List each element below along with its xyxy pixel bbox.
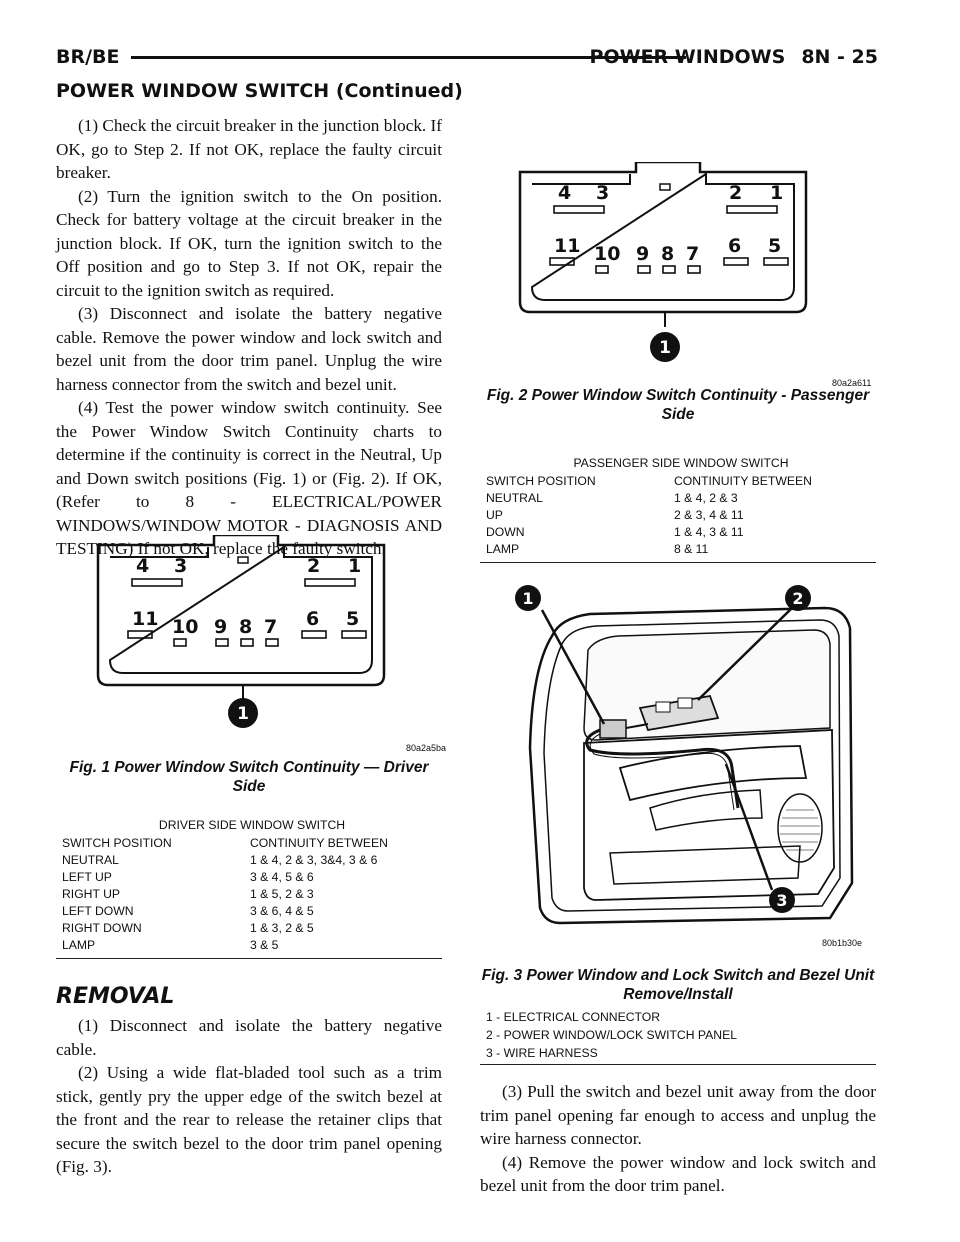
fig1-id: 80a2a5ba (406, 743, 447, 753)
removal-step-2: (2) Using a wide flat-bladed tool such as a trim stick, gently pry the upper edge of the switch bezel at the front and the rear to release the retainer clips that secure the switch bezel to the door trim panel opening (Fig. 3). (56, 1063, 442, 1176)
fig1-pin-label-8: 8 (239, 616, 253, 638)
fig2-pin-label-7: 7 (686, 243, 700, 265)
header-page-number: 8N - 25 (801, 46, 878, 68)
table-row: DOWN 1 & 4, 3 & 11 (486, 525, 744, 539)
fig1-pin-label-4: 4 (136, 555, 150, 577)
table-row: UP 2 & 3, 4 & 11 (486, 508, 744, 522)
header-title: POWER WINDOWS (589, 46, 786, 68)
fig3-callout-1: 1 (522, 589, 534, 608)
fig3-legend-item-1: 1 - ELECTRICAL CONNECTOR (486, 1010, 661, 1024)
table-row: NEUTRAL 1 & 4, 2 & 3, 3&4, 3 & 6 (62, 853, 378, 867)
fig2-pin-label-1: 1 (770, 182, 784, 204)
fig1-pin-label-11: 11 (132, 608, 159, 630)
fig1-caption: Fig. 1 Power Window Switch Continuity — Driver Side (69, 759, 429, 795)
fig1-pin-label-7: 7 (264, 616, 278, 638)
fig1-pin-label-5: 5 (346, 608, 360, 630)
fig2-id: 80a2a611 (832, 378, 872, 388)
header-right (574, 46, 878, 68)
fig1-pin-label-10: 10 (172, 616, 199, 638)
removal-steps-right (480, 1080, 876, 1198)
fig1-callout-1: 1 (237, 704, 249, 724)
fig3-door-illustration (500, 578, 870, 948)
table-row: LEFT DOWN 3 & 6, 4 & 5 (62, 904, 314, 918)
fig2-caption: Fig. 2 Power Window Switch Continuity - Passenger Side (486, 387, 870, 423)
diagnosis-step-3: (3) Disconnect and isolate the battery negative cable. Remove the power window and lock switch and bezel unit from the door trim panel. Unplug the wire harness connector from the switch and bezel unit. (56, 304, 442, 394)
removal-step-4: (4) Remove the power window and lock switch and bezel unit from the door trim panel. (480, 1152, 876, 1195)
fig2-pin-label-9: 9 (636, 243, 650, 265)
table-row: LAMP 8 & 11 (486, 542, 709, 556)
section-title: POWER WINDOW SWITCH (Continued) (56, 80, 463, 102)
passenger-switch-table (486, 456, 876, 558)
page-header (56, 40, 878, 76)
fig1-connector-svg (92, 535, 392, 735)
fig2-pin-label-2: 2 (729, 182, 743, 204)
fig3-legend-item-2: 2 - POWER WINDOW/LOCK SWITCH PANEL (486, 1028, 737, 1042)
fig1-pin-label-9: 9 (214, 616, 228, 638)
table-row: LAMP 3 & 5 (62, 938, 279, 952)
fig2-pin-label-8: 8 (661, 243, 675, 265)
table-row: NEUTRAL 1 & 4, 2 & 3 (486, 491, 738, 505)
fig1-pin-label-2: 2 (307, 555, 321, 577)
diagnosis-step-4: (4) Test the power window switch continuity. See the Power Window Switch Continuity charts to determine if the continuity is correct in the Neutral, Up and Down switch positions (Fig. 1) or (Fig. 2). If OK, (Refer to 8 - ELECTRICAL/POWER WINDOWS/WINDOW MOTOR - DIAGNOSIS AND TESTING) If not OK, replace the faulty switch. (56, 398, 442, 558)
passenger-table-header: SWITCH POSITION CONTINUITY BETWEEN (486, 474, 812, 488)
fig1-bottom-rule (56, 958, 442, 959)
fig3-legend (486, 1008, 876, 1062)
header-model: BR/BE (56, 46, 120, 68)
removal-step-1: (1) Disconnect and isolate the battery negative cable. (56, 1016, 442, 1059)
fig2-pin-label-11: 11 (554, 235, 581, 257)
removal-heading: REMOVAL (56, 984, 175, 1009)
fig2-connector-diagram (514, 162, 872, 388)
fig1-pin-label-1: 1 (348, 555, 362, 577)
fig1-pin-label-6: 6 (306, 608, 320, 630)
table-row: RIGHT DOWN 1 & 3, 2 & 5 (62, 921, 314, 935)
driver-switch-table (62, 818, 442, 954)
diagnosis-step-1: (1) Check the circuit breaker in the junction block. If OK, go to Step 2. If not OK, replace the faulty circuit breaker. (56, 116, 442, 182)
fig3-callout-3: 3 (776, 891, 788, 910)
diagnosis-steps (56, 114, 442, 561)
passenger-table-title: PASSENGER SIDE WINDOW SWITCH (573, 456, 789, 470)
removal-steps-left (56, 1014, 442, 1179)
fig3-legend-item-3: 3 - WIRE HARNESS (486, 1046, 598, 1060)
fig2-bottom-rule (480, 562, 876, 563)
driver-table-header: SWITCH POSITION CONTINUITY BETWEEN (62, 836, 388, 850)
fig1-pin-label-3: 3 (174, 555, 188, 577)
fig1-connector-diagram (92, 535, 447, 753)
driver-table-title: DRIVER SIDE WINDOW SWITCH (158, 818, 346, 832)
fig3-callout-2: 2 (792, 589, 804, 608)
fig2-connector-svg (514, 162, 814, 362)
fig2-pin-label-4: 4 (558, 182, 572, 204)
fig3-caption: Fig. 3 Power Window and Lock Switch and Bezel Unit Remove/Install (481, 967, 875, 1003)
fig2-pin-label-6: 6 (728, 235, 742, 257)
table-row: RIGHT UP 1 & 5, 2 & 3 (62, 887, 314, 901)
fig2-callout-1: 1 (659, 338, 671, 358)
fig3-door-svg (500, 578, 870, 948)
fig3-id: 80b1b30e (822, 938, 863, 948)
table-row: LEFT UP 3 & 4, 5 & 6 (62, 870, 314, 884)
fig3-bottom-rule (480, 1064, 876, 1065)
removal-step-3: (3) Pull the switch and bezel unit away from the door trim panel opening far enough to access and unplug the wire harness connector. (480, 1082, 876, 1148)
fig2-pin-label-5: 5 (768, 235, 782, 257)
fig2-pin-label-10: 10 (594, 243, 621, 265)
fig2-pin-label-3: 3 (596, 182, 610, 204)
diagnosis-step-2: (2) Turn the ignition switch to the On position. Check for battery voltage at the circuit breaker in the junction block. If OK, turn the ignition switch to the Off position and go to Step 3. If not OK, repair the circuit to the ignition switch as required. (56, 186, 442, 300)
